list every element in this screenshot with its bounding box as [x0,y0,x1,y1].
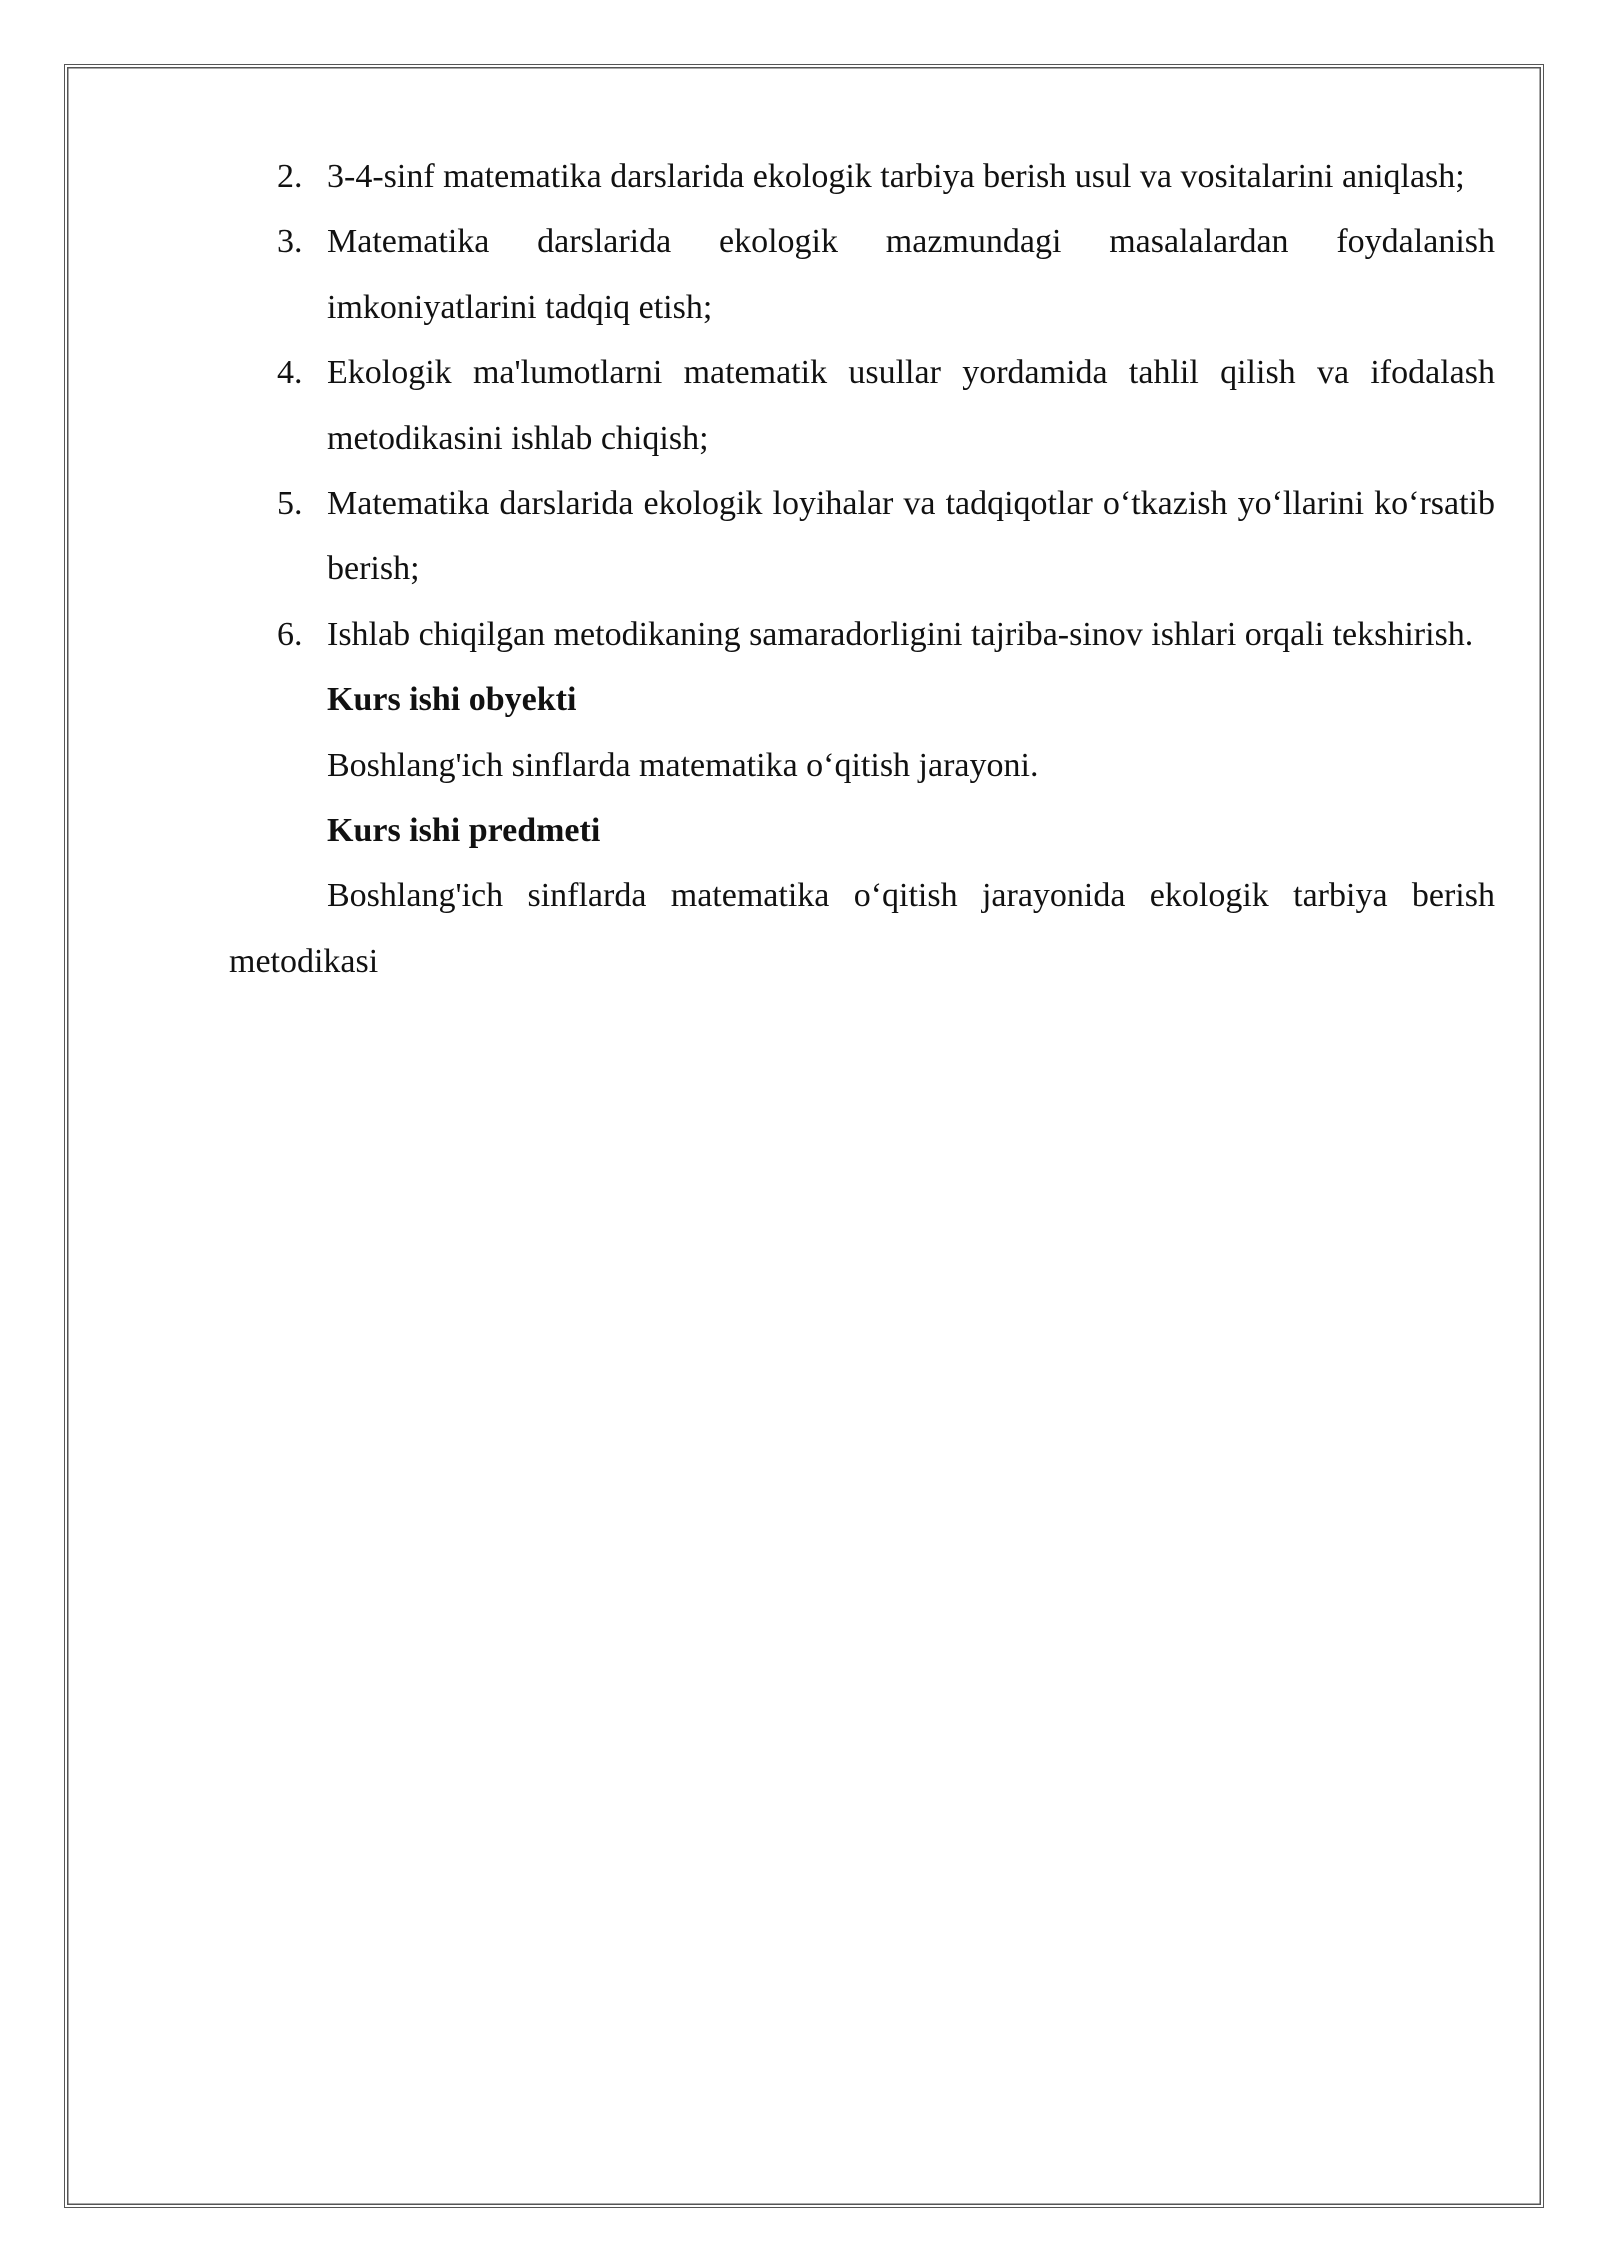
list-text: Matematika darslarida ekologik mazmundagi masalalardan foydalanish imkoniyatlarini tadqiq etish; [327,223,1495,326]
list-number: 4. [277,354,303,392]
list-text: Ekologik ma'lumotlarni matematik usullar yordamida tahlil qilish va ifodalash metodikasini ishlab chiqish; [327,354,1495,457]
document-body [229,144,1495,994]
list-item [229,471,1495,602]
list-number: 2. [277,158,303,195]
object-heading: Kurs ishi obyekti [327,681,577,719]
subject-heading: Kurs ishi predmeti [327,812,601,850]
list-number: 6. [277,615,303,653]
object-text: Boshlang'ich sinflarda matematika o‘qitish jarayoni. [327,746,1039,784]
subject-text: Boshlang'ich sinflarda matematika o‘qitish jarayonida ekologik tarbiya berish metodikasi [229,877,1495,980]
list-number: 3. [277,223,303,261]
list-item [229,340,1495,471]
list-number: 5. [277,485,303,523]
list-text: Matematika darslarida ekologik loyihalar va tadqiqotlar o‘tkazish yo‘llarini ko‘rsatib berish; [327,485,1495,588]
list-item [229,144,1495,209]
list-item [229,209,1495,340]
list-text: Ishlab chiqilgan metodikaning samaradorligini tajriba-sinov ishlari orqali tekshirish. [327,615,1474,653]
list-text: 3-4-sinf matematika darslarida ekologik tarbiya berish usul va vositalarini aniqlash; [327,158,1465,195]
task-list [229,144,1495,667]
list-item [229,602,1495,667]
